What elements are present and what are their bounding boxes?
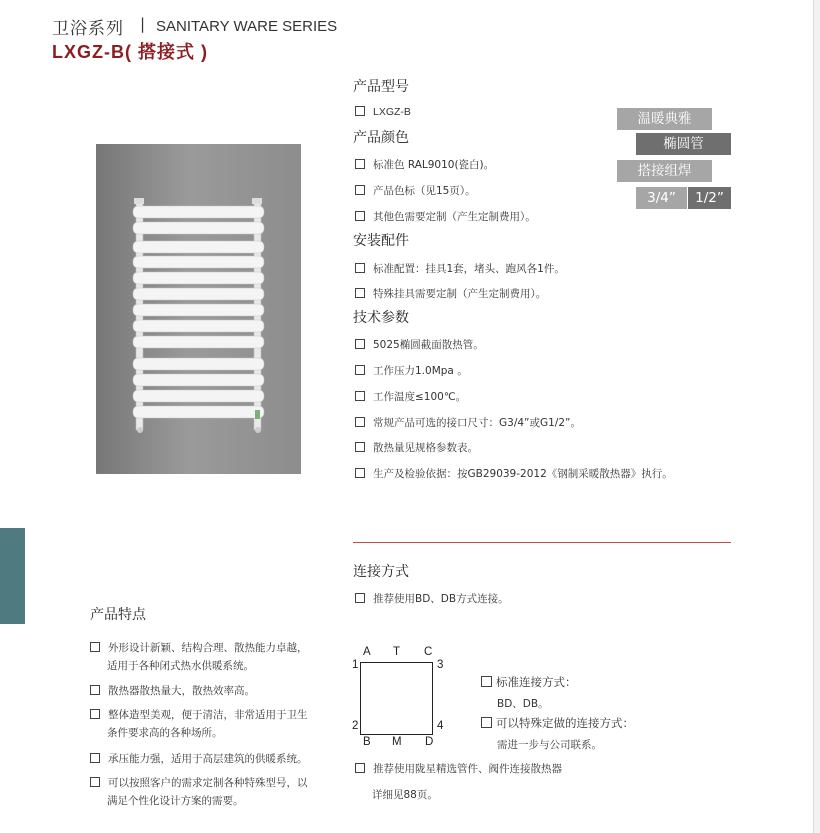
tag-warm-elegant: 温暖典雅 bbox=[617, 108, 712, 130]
tag-lap-weld: 搭接组焊 bbox=[617, 160, 712, 182]
feature-item: 外形设计新颖、结构合理、散热能力卓越， bbox=[90, 640, 308, 655]
color-heading: 产品颜色 bbox=[353, 130, 409, 146]
product-photo bbox=[96, 144, 301, 474]
accessory-item: 特殊挂具需要定制（产生定制费用）。 bbox=[355, 286, 546, 301]
page-edge bbox=[813, 0, 820, 833]
model-item: LXGZ-B bbox=[355, 106, 411, 118]
feature-item-cont: 满足个性化设计方案的需要。 bbox=[107, 795, 244, 807]
checkbox-icon bbox=[90, 777, 100, 787]
connection-recommend: 推荐使用BD、DB方式连接。 bbox=[355, 591, 509, 606]
accessory-heading: 安装配件 bbox=[353, 233, 409, 249]
title-separator: | bbox=[140, 15, 146, 33]
checkbox-icon bbox=[90, 685, 100, 695]
color-item: 其他色需要定制（产生定制费用）。 bbox=[355, 209, 536, 224]
special-connection-value: 需进一步与公司联系。 bbox=[497, 739, 602, 751]
diagram-label-m: M bbox=[392, 736, 402, 748]
tech-item: 工作压力1.0Mpa 。 bbox=[355, 363, 468, 378]
tech-heading: 技术参数 bbox=[353, 310, 409, 326]
diagram-label-3: 3 bbox=[437, 659, 444, 671]
checkbox-icon bbox=[355, 417, 365, 427]
checkbox-icon bbox=[481, 717, 492, 728]
series-title-cn: 卫浴系列 bbox=[52, 19, 124, 39]
color-item: 产品色标（见15页）。 bbox=[355, 183, 476, 198]
checkbox-icon bbox=[355, 185, 365, 195]
diagram-label-2: 2 bbox=[352, 720, 359, 732]
radiator-bar bbox=[133, 241, 264, 253]
feature-item: 可以按照客户的需求定制各种特殊型号，以 bbox=[90, 775, 308, 790]
diagram-label-4: 4 bbox=[437, 720, 444, 732]
diagram-label-t: T bbox=[393, 646, 401, 658]
features-heading: 产品特点 bbox=[90, 607, 146, 623]
radiator-bar bbox=[133, 406, 264, 418]
radiator-bar bbox=[133, 358, 264, 370]
feature-item: 整体造型美观，便于清洁，非常适用于卫生 bbox=[90, 707, 308, 722]
radiator-bar bbox=[133, 320, 264, 332]
radiator-bar bbox=[133, 336, 264, 348]
feature-item: 散热器散热量大，散热效率高。 bbox=[90, 683, 255, 698]
checkbox-icon bbox=[355, 263, 365, 273]
radiator-bar bbox=[133, 256, 264, 268]
checkbox-icon bbox=[90, 709, 100, 719]
feature-item-cont: 适用于各种闭式热水供暖系统。 bbox=[107, 660, 254, 672]
checkbox-icon bbox=[355, 593, 365, 603]
radiator-bar bbox=[133, 390, 264, 402]
radiator-bar bbox=[133, 272, 264, 284]
diagram-label-1: 1 bbox=[352, 659, 359, 671]
checkbox-icon bbox=[90, 642, 100, 652]
checkbox-icon bbox=[355, 339, 365, 349]
model-title: LXGZ-B( 搭接式 ) bbox=[52, 42, 208, 62]
section-divider bbox=[353, 542, 731, 543]
tech-item: 工作温度≤100℃。 bbox=[355, 389, 466, 404]
checkbox-icon bbox=[355, 365, 365, 375]
tech-item: 5025椭圆截面散热管。 bbox=[355, 337, 484, 352]
checkbox-icon bbox=[355, 211, 365, 221]
radiator-bar bbox=[133, 288, 264, 300]
model-heading: 产品型号 bbox=[353, 79, 409, 95]
std-connection-label: 标准连接方式： bbox=[481, 674, 577, 690]
diagram-label-a: A bbox=[363, 646, 371, 658]
std-connection-value: BD、DB。 bbox=[497, 698, 549, 710]
checkbox-icon bbox=[355, 391, 365, 401]
feature-item: 承压能力强，适用于高层建筑的供暖系统。 bbox=[90, 751, 308, 766]
checkbox-icon bbox=[355, 159, 365, 169]
tag-size-34: 3/4” bbox=[636, 187, 687, 209]
checkbox-icon bbox=[481, 676, 492, 687]
radiator-bar bbox=[133, 374, 264, 386]
tag-size-12: 1/2” bbox=[688, 187, 731, 209]
pipe-note: 推荐使用陇星精选管件、阀件连接散热器 bbox=[355, 761, 562, 776]
radiator-bar bbox=[133, 206, 264, 218]
diagram-label-b: B bbox=[363, 736, 371, 748]
diagram-label-d: D bbox=[425, 736, 434, 748]
checkbox-icon bbox=[355, 468, 365, 478]
connection-heading: 连接方式 bbox=[353, 564, 409, 580]
checkbox-icon bbox=[355, 106, 365, 116]
feature-item-cont: 条件要求高的各种场所。 bbox=[107, 727, 223, 739]
checkbox-icon bbox=[355, 763, 365, 773]
color-item: 标准色 RAL9010(瓷白)。 bbox=[355, 157, 494, 172]
radiator-bar bbox=[133, 304, 264, 316]
tech-item: 常规产品可选的接口尺寸：G3/4”或G1/2”。 bbox=[355, 415, 581, 430]
diagram-square bbox=[360, 662, 433, 735]
radiator-bar bbox=[133, 222, 264, 234]
checkbox-icon bbox=[355, 442, 365, 452]
section-side-tab bbox=[0, 528, 25, 624]
tag-oval-tube: 椭圆管 bbox=[636, 133, 731, 155]
series-title-en: SANITARY WARE SERIES bbox=[156, 18, 338, 35]
radiator-illustration bbox=[96, 144, 301, 474]
tech-item: 散热量见规格参数表。 bbox=[355, 440, 478, 455]
accessory-item: 标准配置：挂具1套，堵头、跑风各1件。 bbox=[355, 261, 565, 276]
pipe-note-page: 详细见88页。 bbox=[372, 789, 438, 801]
special-connection-label: 可以特殊定做的连接方式： bbox=[481, 715, 634, 731]
checkbox-icon bbox=[90, 753, 100, 763]
checkbox-icon bbox=[355, 288, 365, 298]
tech-item: 生产及检验依据：按GB29039-2012《钢制采暖散热器》执行。 bbox=[355, 466, 673, 481]
diagram-label-c: C bbox=[424, 646, 433, 658]
connection-diagram bbox=[350, 645, 460, 750]
